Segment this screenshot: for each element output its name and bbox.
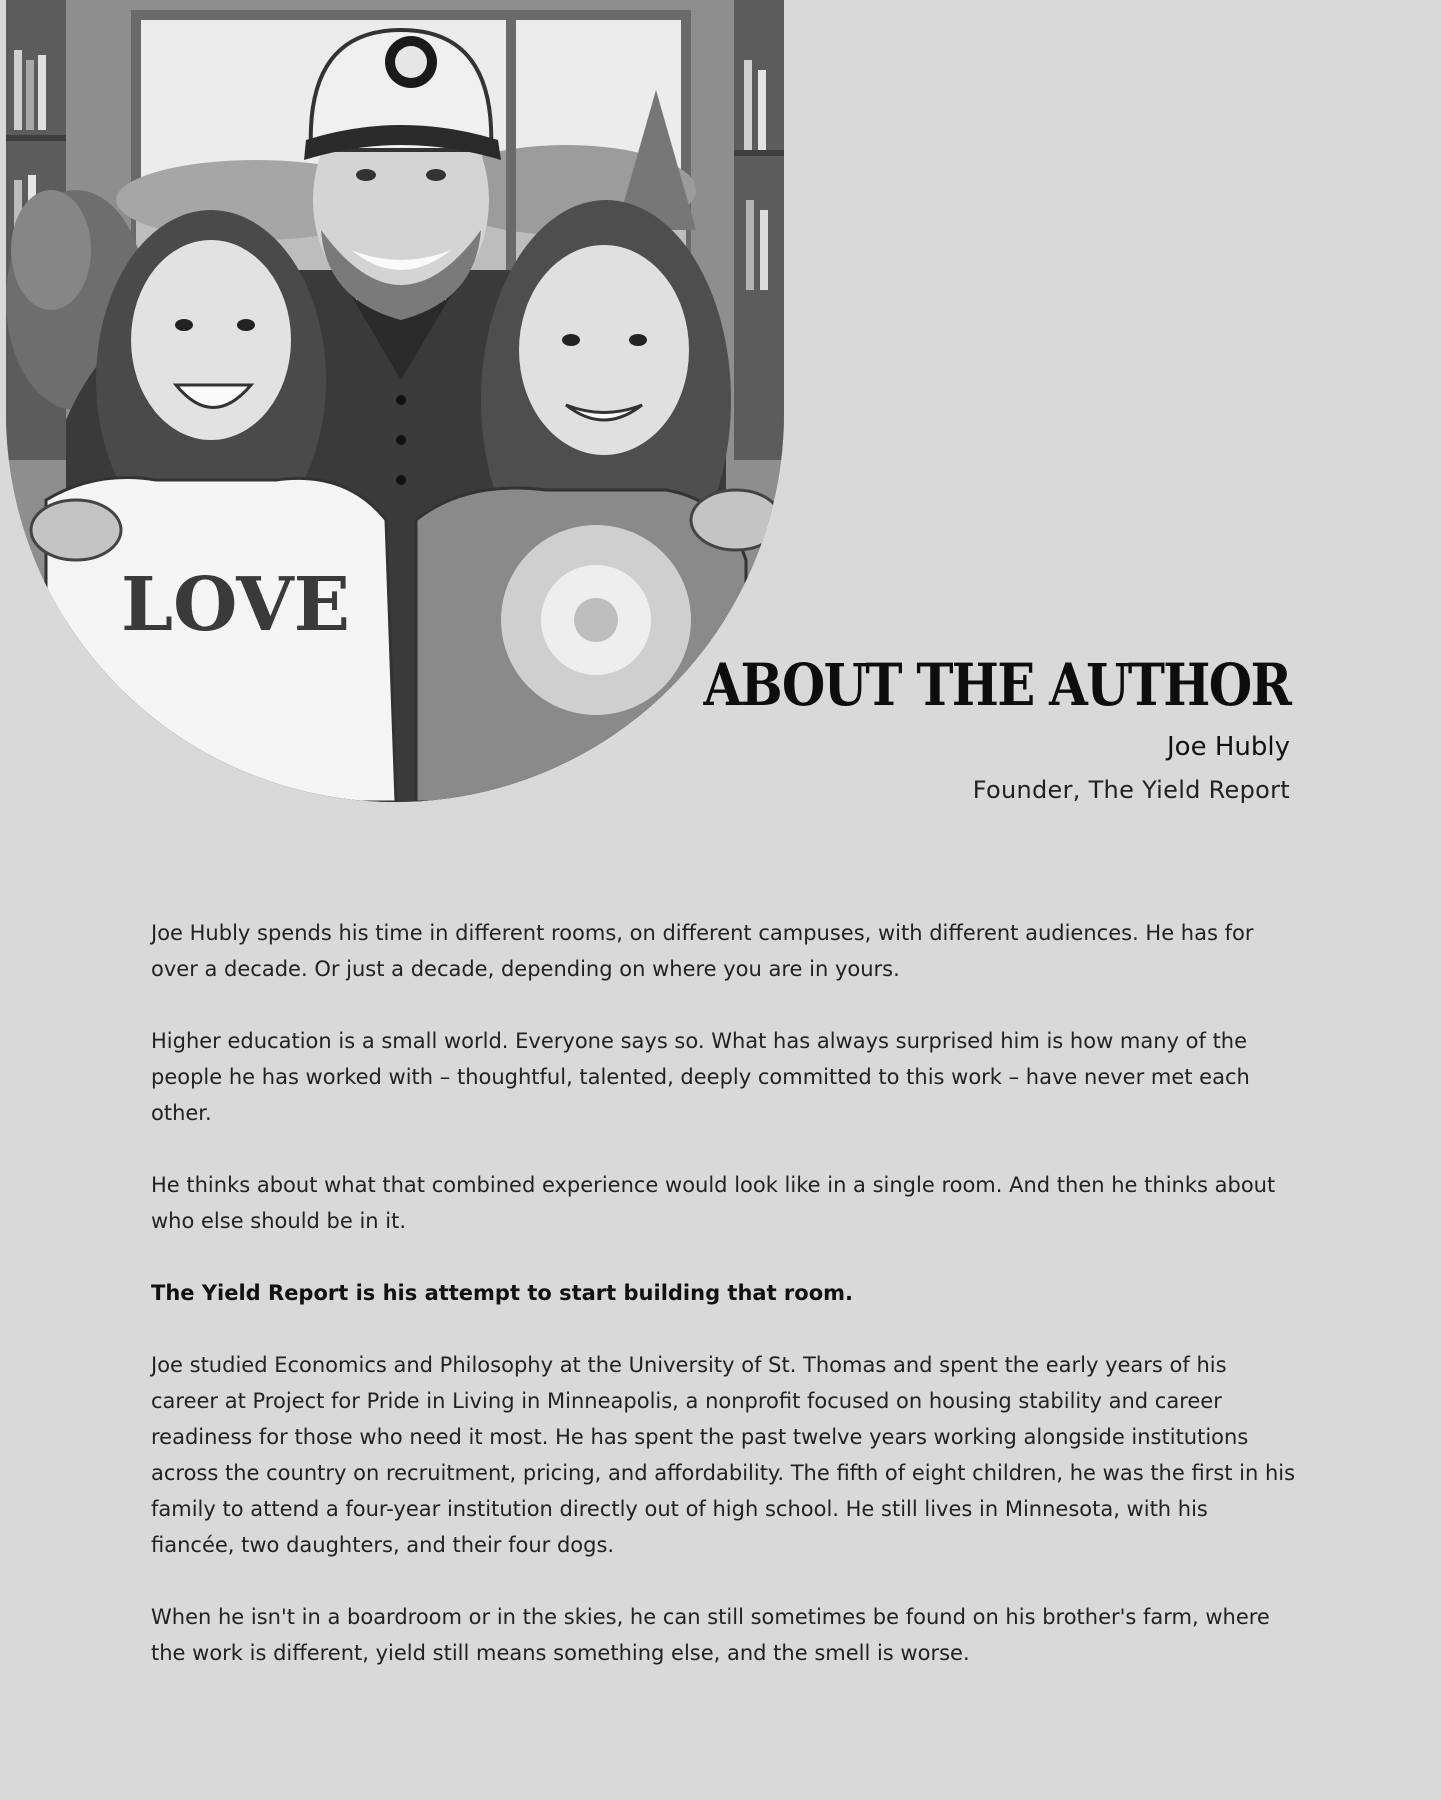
author-role: Founder, The Yield Report [972,776,1290,804]
bio-paragraph: Joe studied Economics and Philosophy at the University of St. Thomas and spent the early years of his career at Project for Pride in Living in Minneapolis, a nonprofit focused on housing stability and career readiness for those who need it most. He has spent the past twelve years working alongside institutions across the country on recruitment, pricing, and affordability. The fifth of eight children, he was the first in his family to attend a four-year institution directly out of high school. He still lives in Minnesota, with his fiancée, two daughters, and their four dogs. [151,1353,1296,1557]
bio-highlight-paragraph: The Yield Report is his attempt to start building that room. [151,1281,853,1305]
author-bio [151,915,1296,1707]
author-name: Joe Hubly [1167,732,1290,762]
bio-paragraph: He thinks about what that combined experience would look like in a single room. And then he thinks about who else should be in it. [151,1173,1276,1233]
bio-paragraph: Higher education is a small world. Everyone says so. What has always surprised him is how many of the people he has worked with – thoughtful, talented, deeply committed to this work – have never met each other. [151,1029,1250,1125]
shirt-love-text: LOVE [121,562,351,648]
bio-paragraph: Joe Hubly spends his time in different rooms, on different campuses, with different audiences. He has for over a decade. Or just a decade, depending on where you are in yours. [151,921,1254,981]
bio-paragraph: When he isn't in a boardroom or in the skies, he can still sometimes be found on his brother's farm, where the work is different, yield still means something else, and the smell is worse. [151,1605,1270,1665]
author-header [608,650,1290,806]
page-title: ABOUT THE AUTHOR [703,651,1290,719]
